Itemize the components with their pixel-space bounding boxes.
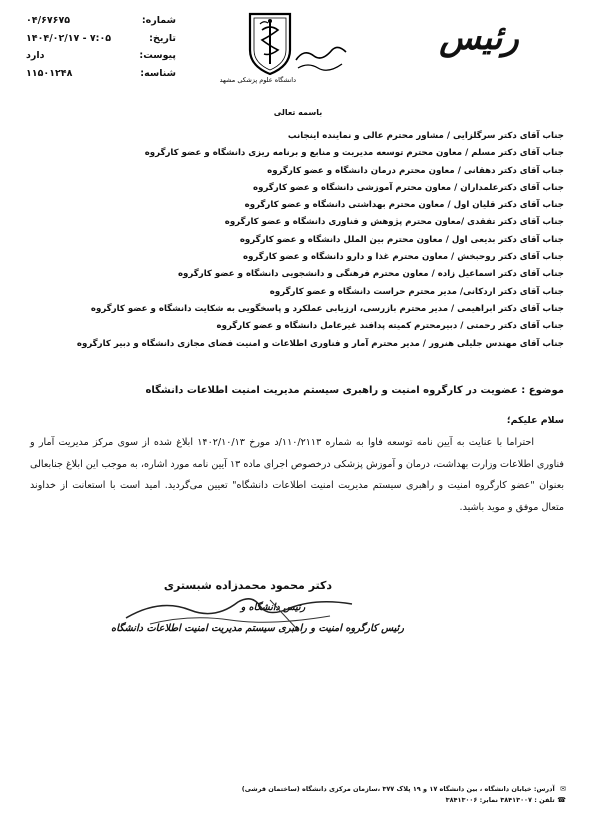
svg-text:دانشگاه علوم پزشکی مشهد: دانشگاه علوم پزشکی مشهد xyxy=(219,76,296,84)
meta-value: دارد xyxy=(26,50,45,61)
meta-row xyxy=(26,12,176,30)
meta-label: پیوست: xyxy=(139,50,176,61)
footer-phone xyxy=(26,795,566,806)
recipient-line: جناب آقای دکتر ابراهیمی / مدیر محترم بازرسی، ارزیابی عملکرد و پاسخگویی به شکایت دانشگاه و عضو کارگروه xyxy=(90,303,564,314)
letter-body: احتراما با عنایت به آیین نامه توسعه فاوا به شماره ۱۱۰/۲۱۱۳/د مورخ ۱۴۰۲/۱۰/۱۳ ابلاغ شده از سوی مرکز مدیریت آمار و فناوری اطلاعات وزارت بهداشت، درمان و آموزش پزشکی درخصوص اجرای ماده ۱۳ آیین نامه مورد اشاره، به موجب این ابلاغ جنابعالی بعنوان "عضو کارگروه امنیت و راهبری سیستم مدیریت امنیت اطلاعات دانشگاه" تعیین می‌گردید. امید است با استعانت از خداوند متعال موفق و موید باشید. xyxy=(30,437,564,513)
meta-row xyxy=(26,65,176,83)
recipient-line: جناب آقای دکتر سرگلزایی / مشاور محترم عالی و نماینده اینجانب xyxy=(287,131,564,141)
meta-value: ۰۴/۶۷۶۷۵ xyxy=(26,15,71,26)
signatory-role: رئیس کارگروه امنیت و راهبری سیستم مدیریت امنیت اطلاعات دانشگاه xyxy=(110,623,404,634)
bismillah: باسمه تعالی xyxy=(273,108,323,117)
recipient-line: جناب آقای دکتر روحبخش / معاون محترم غذا و دارو دانشگاه و عضو کارگروه xyxy=(243,252,564,263)
greeting: سلام علیکم؛ xyxy=(506,415,564,426)
recipient-line: جناب آقای دکتر تفقدی /معاون محترم پژوهش و فناوری دانشگاه و عضو کارگروه xyxy=(224,217,564,228)
recipient-list xyxy=(24,128,564,353)
recipient-line: جناب آقای دکترعلمداران / معاون محترم آموزشی دانشگاه و عضو کارگروه xyxy=(253,182,564,193)
signatory-name: دکتر محمود محمدزاده شبستری xyxy=(163,579,333,592)
footer-address xyxy=(26,784,566,795)
meta-label: تاریخ: xyxy=(149,32,176,44)
university-logo xyxy=(219,10,350,86)
meta-value: ۱۴۰۴/۰۲/۱۷ - ۷:۰۵ xyxy=(26,32,112,44)
recipient-line: جناب آقای مهندس جلیلی هنرور / مدیر محترم آمار و فناوری اطلاعات و امنیت فضای مجازی دانشگاه و دبیر کارگروه xyxy=(76,338,564,349)
phone-icon: ☎ xyxy=(557,796,566,804)
recipient-line: جناب آقای دکتر مسلم / معاون محترم توسعه مدیریت و منابع و برنامه ریزی دانشگاه و عضو کارگروه xyxy=(144,148,564,159)
letter-heading: رئیس xyxy=(439,18,519,58)
signatory-title: رئیس دانشگاه و xyxy=(240,602,306,613)
letter-footer xyxy=(26,784,566,806)
meta-label: شناسه: xyxy=(140,67,176,79)
meta-value: ۱۱۵۰۱۲۴۸ xyxy=(26,67,73,79)
recipient-line: جناب آقای دکتر دهقانی / معاون محترم درمان دانشگاه و عضو کارگروه xyxy=(267,165,564,176)
meta-label: شماره: xyxy=(141,15,176,26)
recipient-line: جناب آقای دکتر رحمتی / دبیرمحترم کمیته پدافند غیرعامل دانشگاه و عضو کارگروه xyxy=(216,321,564,332)
recipient-line: جناب آقای دکتر قلیان اول / معاون محترم بهداشتی دانشگاه و عضو کارگروه xyxy=(244,200,564,211)
phone-text: تلفن : ۳۸۴۱۳۰۰۷ نمابر: ۳۸۴۱۳۰۰۶ xyxy=(445,796,555,804)
letter-metadata xyxy=(26,12,176,82)
meta-row xyxy=(26,47,176,65)
recipient-line: جناب آقای دکتر اردکانی/ مدیر محترم حراست دانشگاه و عضو کارگروه xyxy=(269,286,564,297)
signature-block xyxy=(92,575,404,639)
letter-subject: موضوع : عضویت در کارگروه امنیت و راهبری سیستم مدیریت امنیت اطلاعات دانشگاه xyxy=(145,385,564,396)
recipient-line: جناب آقای دکتر بدیعی اول / معاون محترم بین الملل دانشگاه و عضو کارگروه xyxy=(239,234,564,245)
recipient-line: جناب آقای دکتر اسماعیل زاده / معاون محترم فرهنگی و دانشجویی دانشگاه و عضو کارگروه xyxy=(177,269,564,280)
envelope-icon: ✉ xyxy=(560,785,566,793)
meta-row xyxy=(26,30,176,48)
address-text: آدرس: خیابان دانشگاه ، بین دانشگاه ۱۷ و ۱۹ پلاک ۳۷۷ ،سازمان مرکزی دانشگاه (ساختمان قرشی) xyxy=(241,785,555,793)
